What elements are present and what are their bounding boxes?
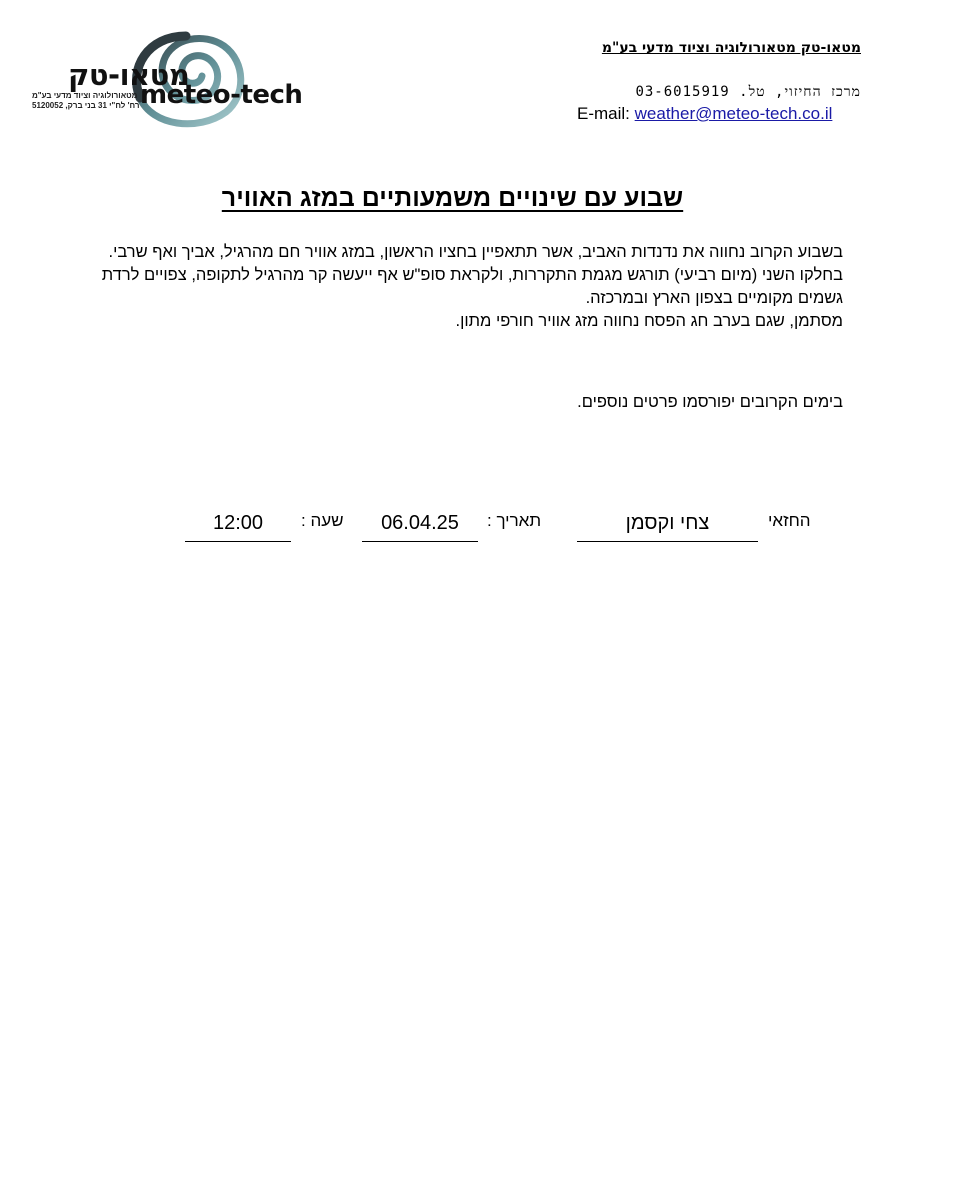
email-line — [577, 104, 832, 124]
forecaster-name: צחי וקסמן — [577, 512, 758, 542]
document-title: שבוע עם שינויים משמעותיים במזג האוויר — [221, 184, 684, 212]
date-value: 06.04.25 — [362, 512, 478, 542]
email-link[interactable]: weather@meteo-tech.co.il — [634, 104, 833, 123]
logo-latin-text: meteo-tech — [140, 80, 303, 110]
time-label: שעה : — [301, 511, 344, 530]
company-logo — [28, 28, 308, 138]
email-label: E-mail: — [577, 104, 630, 123]
date-label: תאריך : — [487, 511, 542, 530]
logo-address: רח' לח"י 31 בני ברק, 5120052 — [32, 101, 140, 110]
forecast-body — [73, 241, 843, 333]
forecaster-label: החזאי — [768, 511, 811, 530]
forecast-paragraph: בשבוע הקרוב נחווה את נדנדות האביב, אשר תתאפיין בחציו הראשון, במזג אוויר חם מהרגיל, אביך ואף שרבי. בחלקו השני (מיום רביעי) תורגש מגמת התקררות, ולקראת סופ"ש אף ייעשה קר מהרגיל לתקופה, צפויים לרדת גשמים מקומיים בצפון הארץ ובמרכזה. — [101, 243, 843, 307]
forecast-center-phone: מרכז החיזוי, טל. 03-6015919 — [635, 84, 861, 100]
time-value: 12:00 — [185, 512, 291, 542]
logo-subtitle: מטאורולוגיה וציוד מדעי בע"מ — [32, 91, 138, 100]
company-name: מטאו-טק מטאורולוגיה וציוד מדעי בע"מ — [601, 40, 861, 56]
logo-hebrew-text: מטאו-טק — [68, 58, 190, 92]
forecast-paragraph: מסתמן, שגם בערב חג הפסח נחווה מזג אוויר חורפי מתון. — [455, 312, 843, 330]
more-details-note: בימים הקרובים יפורסמו פרטים נוספים. — [577, 393, 843, 411]
